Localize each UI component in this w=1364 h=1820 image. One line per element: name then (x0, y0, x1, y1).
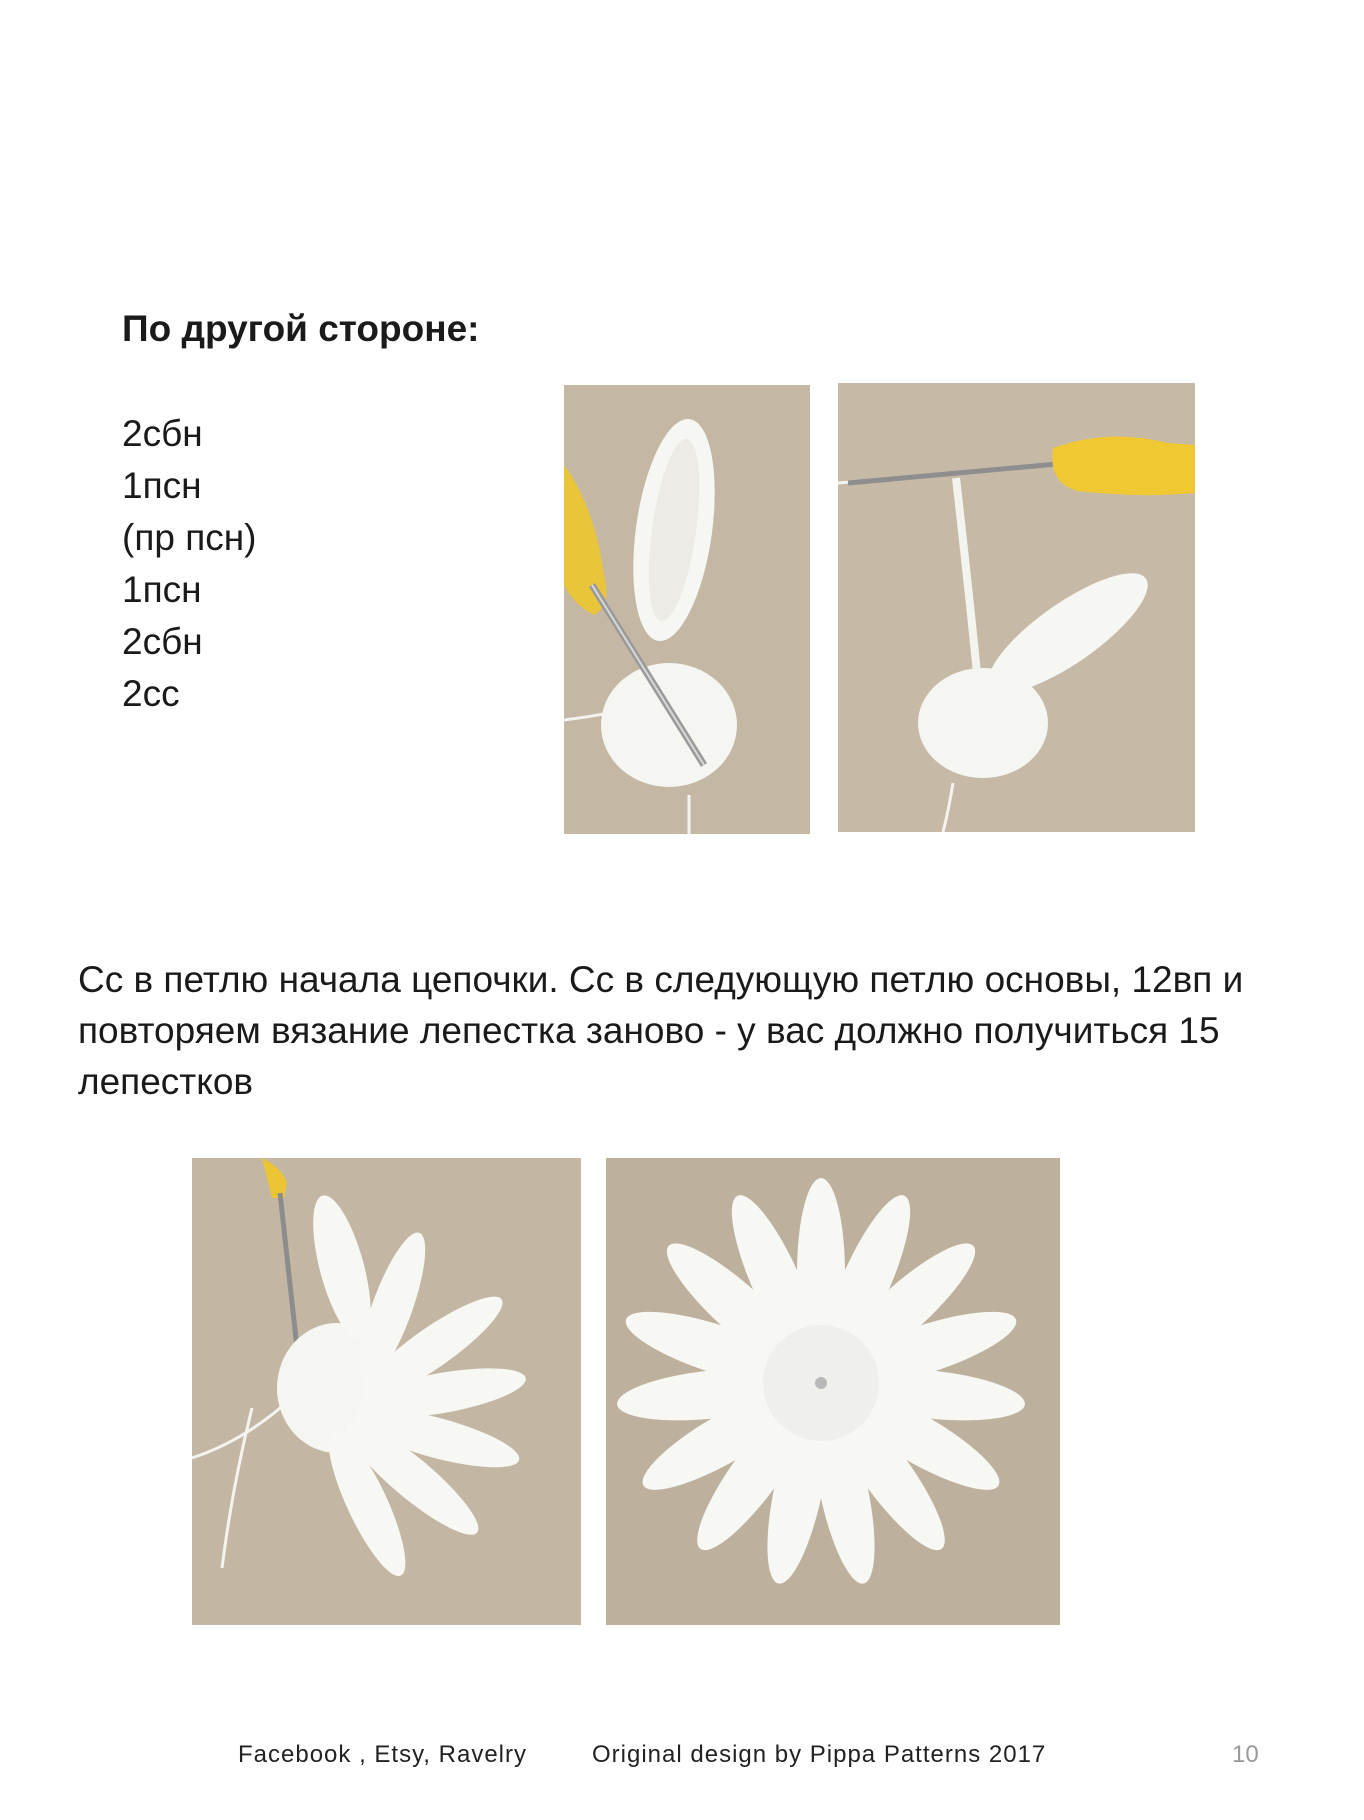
instruction-paragraph: Сс в петлю начала цепочки. Сс в следующую петлю основы, 12вп и повторяем вязание лепестка заново - у вас должно получиться 15 лепестков (78, 959, 1244, 1102)
stitch-step: (пр псн) (122, 517, 257, 558)
page-number: 10 (1232, 1741, 1259, 1768)
footer-credit: Original design by Pippa Patterns 2017 (592, 1741, 1047, 1768)
footer-links: Facebook , Etsy, Ravelry (238, 1741, 527, 1768)
stitch-step: 2сс (122, 673, 180, 714)
stitch-step: 2сбн (122, 621, 203, 662)
photo-finished-flower (606, 1158, 1060, 1625)
photo-petal-with-hook (564, 385, 810, 834)
stitch-step: 2сбн (122, 413, 203, 454)
stitch-step: 1псн (122, 569, 202, 610)
photo-partial-flower (192, 1158, 581, 1625)
stitch-list (122, 408, 257, 720)
stitch-step: 1псн (122, 465, 202, 506)
photo-petal-with-chain (838, 383, 1195, 832)
section-heading: По другой стороне: (122, 308, 480, 349)
